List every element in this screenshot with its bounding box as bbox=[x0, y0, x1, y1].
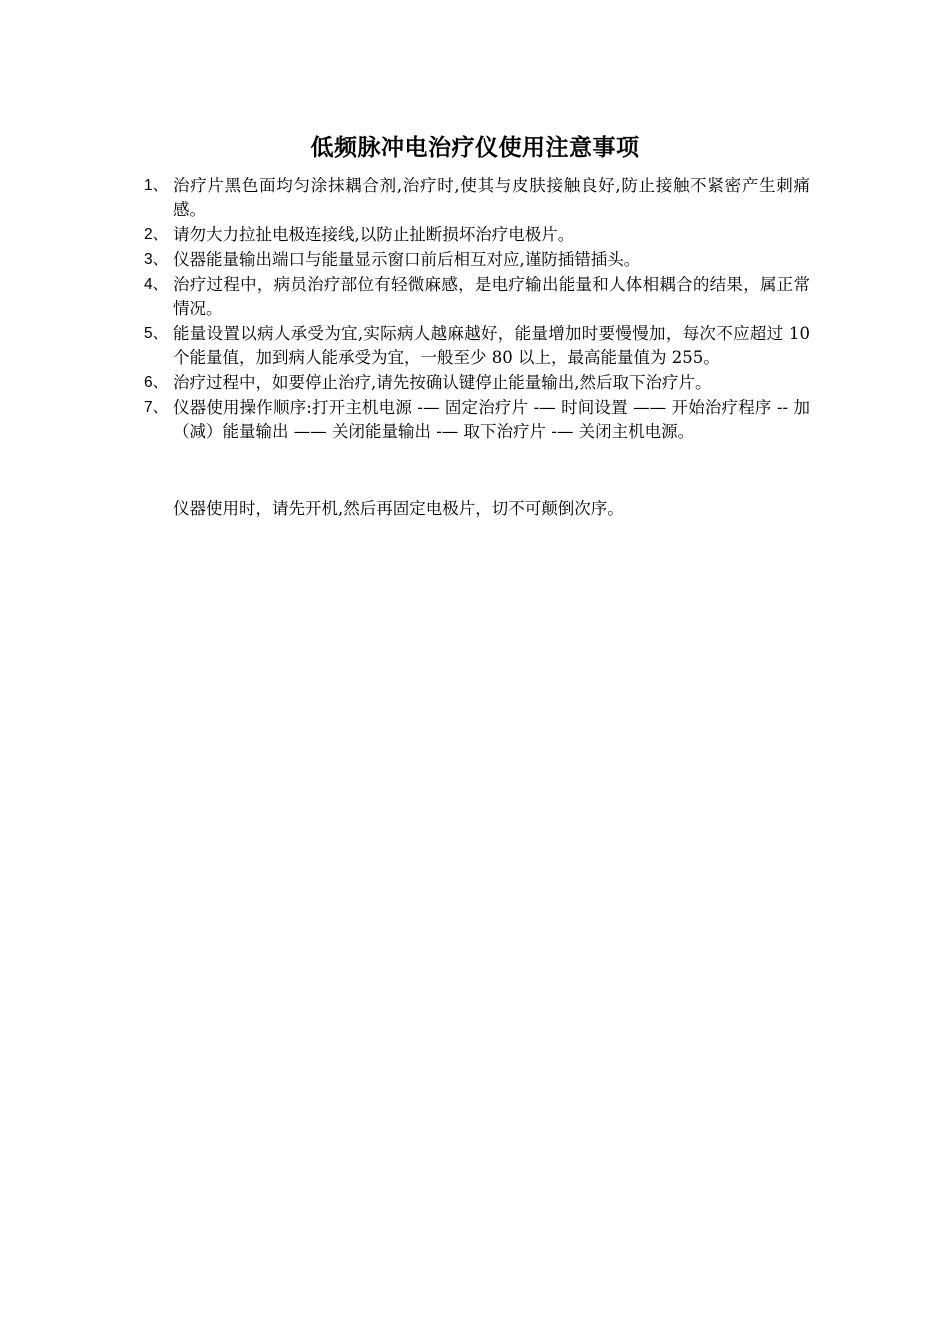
list-item bbox=[144, 248, 810, 272]
item-text: 治疗过程中，如要停止治疗,请先按确认键停止能量输出,然后取下治疗片。 bbox=[173, 373, 712, 392]
item-text: 仪器使用操作顺序:打开主机电源 -— 固定治疗片 -— 时间设置 —— 开始治疗程序 -- 加（减）能量输出 —— 关闭能量输出 -— 取下治疗片 -— 关闭主机电源。 bbox=[173, 398, 810, 441]
instructions-list bbox=[144, 174, 810, 445]
closing-note: 仪器使用时，请先开机,然后再固定电极片，切不可颠倒次序。 bbox=[173, 499, 624, 518]
list-item bbox=[144, 396, 810, 444]
item-number: 4、 bbox=[144, 276, 169, 293]
item-number: 3、 bbox=[144, 251, 169, 268]
document-title: 低频脉冲电治疗仪使用注意事项 bbox=[310, 135, 640, 161]
item-text: 治疗片黑色面均匀涂抹耦合剂,治疗时,使其与皮肤接触良好,防止接触不紧密产生刺痛感。 bbox=[173, 176, 810, 219]
item-number: 7、 bbox=[144, 399, 169, 416]
item-text: 治疗过程中，病员治疗部位有轻微麻感，是电疗输出能量和人体相耦合的结果，属正常情况。 bbox=[173, 275, 810, 318]
item-text: 请勿大力拉扯电极连接线,以防止扯断损坏治疗电极片。 bbox=[173, 225, 575, 244]
list-item bbox=[144, 371, 810, 395]
list-item bbox=[144, 273, 810, 321]
item-number: 6、 bbox=[144, 374, 169, 391]
item-number: 2、 bbox=[144, 226, 169, 243]
item-text: 仪器能量输出端口与能量显示窗口前后相互对应,谨防插错插头。 bbox=[173, 250, 641, 269]
list-item bbox=[144, 223, 810, 247]
list-item bbox=[144, 174, 810, 222]
item-text: 能量设置以病人承受为宜,实际病人越麻越好，能量增加时要慢慢加，每次不应超过 10 个能量值，加到病人能承受为宜，一般至少 80 以上，最高能量值为 255。 bbox=[173, 324, 810, 367]
list-item bbox=[144, 322, 810, 370]
item-number: 1、 bbox=[144, 177, 169, 194]
item-number: 5、 bbox=[144, 325, 169, 342]
